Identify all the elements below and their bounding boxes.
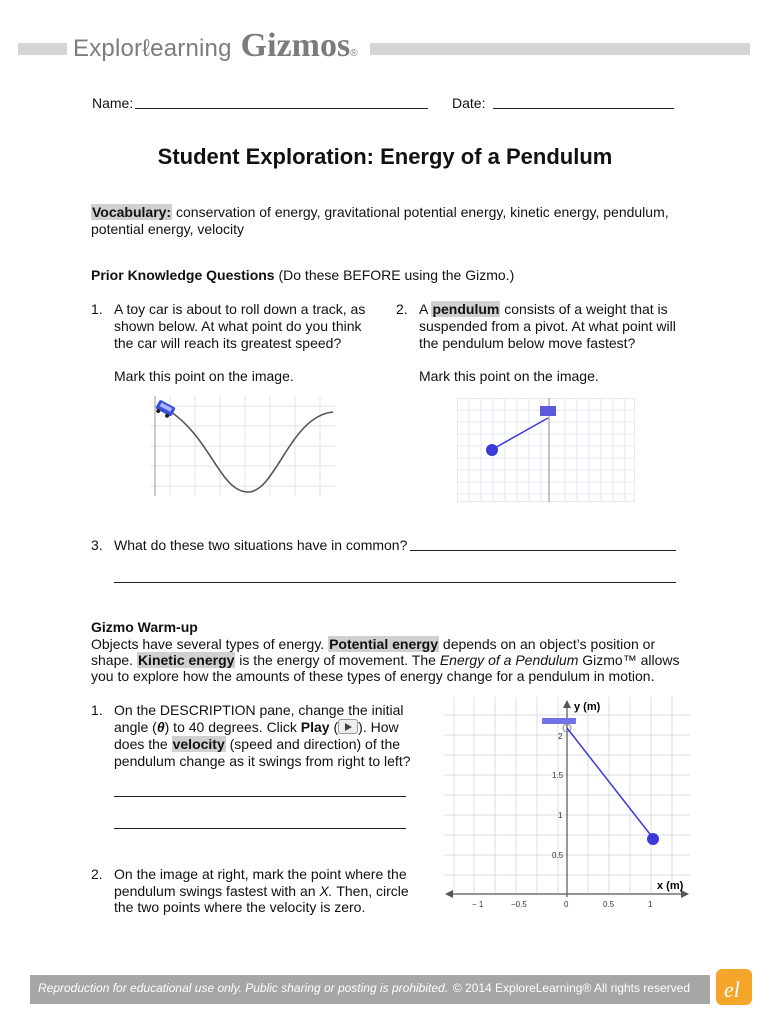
- theta-symbol: θ: [156, 719, 165, 735]
- footer-reproduction-notice: Reproduction for educational use only. Public sharing or posting is prohibited.: [38, 981, 449, 995]
- warmup-heading: Gizmo Warm-up: [91, 619, 198, 635]
- q3-text: What do these two situations have in common?: [114, 537, 408, 553]
- wq1-l2-a: angle (: [114, 719, 157, 735]
- warmup-q1-number: 1.: [91, 702, 103, 718]
- gizmo-name: Energy of a Pendulum: [439, 652, 579, 668]
- q3-answer-line-1[interactable]: [410, 550, 676, 551]
- logo-explorelearning: Explorℓearning: [73, 35, 232, 62]
- graph-pendulum-string: [567, 728, 653, 838]
- q1-mark-instruction: Mark this point on the image.: [114, 368, 294, 384]
- q2-line-1: [419, 301, 668, 318]
- pendulum-image[interactable]: [457, 398, 635, 502]
- track-grid: [150, 396, 335, 496]
- graph-pendulum-bob: [647, 833, 659, 845]
- page-title: Student Exploration: Energy of a Pendulum: [157, 144, 613, 169]
- toy-car-track-image[interactable]: [150, 396, 335, 496]
- warmup-q1-line-2: [114, 719, 399, 736]
- date-field[interactable]: [493, 108, 674, 109]
- header-bar-right: [370, 43, 750, 55]
- track-curve: [168, 410, 333, 492]
- x-tick-0: 0: [564, 900, 569, 909]
- wq1-l3-b: (speed and direction) of the: [225, 736, 401, 752]
- x-tick-0-5: 0.5: [603, 900, 615, 909]
- play-word: Play: [300, 719, 330, 735]
- name-label: Name:: [92, 95, 134, 111]
- explorelearning-gizmos-logo: [67, 27, 364, 67]
- warmup-q2-line-3: the two points where the velocity is zero.: [114, 899, 366, 915]
- q2-text-a: A: [419, 301, 432, 317]
- vocabulary-line-1: [91, 204, 669, 221]
- y-axis-label: y (m): [574, 701, 601, 713]
- warmup-q2-number: 2.: [91, 866, 103, 882]
- explorelearning-badge-logo: [710, 963, 758, 1011]
- date-label: Date:: [452, 95, 486, 111]
- warmup-q1-line-3: [114, 736, 400, 753]
- warmup-l2-c: Gizmo™ allows: [578, 652, 680, 668]
- wq1-l2-d: ). How: [358, 719, 399, 735]
- pendulum-bob: [486, 444, 498, 456]
- q2-line-2: suspended from a pivot. At what point will: [419, 318, 676, 334]
- warmup-l2-b: is the energy of movement. The: [235, 652, 440, 668]
- play-button-icon[interactable]: [338, 719, 358, 734]
- q2-line-3: the pendulum below move fastest?: [419, 335, 636, 351]
- warmup-l1-a: Objects have several types of energy.: [91, 636, 329, 652]
- term-potential-energy: Potential energy: [329, 636, 439, 652]
- x-tick-neg1: − 1: [472, 900, 484, 909]
- pendulum-pivot: [540, 406, 556, 416]
- warmup-q1-answer-line-2[interactable]: [114, 828, 406, 829]
- q2-mark-instruction: Mark this point on the image.: [419, 368, 599, 384]
- prior-knowledge-heading: [91, 267, 514, 284]
- logo-registered: ®: [350, 48, 358, 59]
- x-axis-label: x (m): [657, 880, 684, 892]
- prior-heading-text: Prior Knowledge Questions: [91, 267, 275, 283]
- warmup-line-2: [91, 652, 680, 669]
- q2-term-pendulum: pendulum: [432, 301, 500, 317]
- warmup-q1-line-1: On the DESCRIPTION pane, change the initial: [114, 702, 404, 718]
- y-tick-1-5: 1.5: [552, 771, 564, 780]
- vocabulary-terms: conservation of energy, gravitational potential energy, kinetic energy, pendulum,: [172, 204, 669, 220]
- wq2-l2-a: pendulum swings fastest with an: [114, 883, 320, 899]
- x-tick-neg0-5: −0.5: [511, 900, 527, 909]
- vocabulary-line-2: potential energy, velocity: [91, 221, 245, 237]
- svg-text:el: el: [724, 977, 740, 1002]
- wq1-l2-b: ) to 40 degrees. Click: [164, 719, 301, 735]
- q1-line-2: shown below. At what point do you think: [114, 318, 362, 334]
- term-velocity: velocity: [172, 736, 225, 752]
- x-axis-arrow-left: [445, 890, 453, 898]
- q1-line-1: A toy car is about to roll down a track, as: [114, 301, 366, 317]
- y-axis-arrow: [563, 700, 571, 708]
- warmup-q1-answer-line-1[interactable]: [114, 796, 406, 797]
- q3-number: 3.: [91, 537, 103, 553]
- logo-gizmos: Gizmos: [240, 27, 351, 64]
- q3-answer-line-2[interactable]: [114, 582, 676, 583]
- warmup-q2-line-2: [114, 883, 409, 900]
- x-tick-1: 1: [648, 900, 653, 909]
- warmup-line-1: [91, 636, 655, 653]
- q1-line-3: the car will reach its greatest speed?: [114, 335, 342, 351]
- wq2-x: X.: [319, 883, 333, 899]
- vocabulary-label: Vocabulary:: [92, 204, 172, 220]
- footer-bar: [30, 975, 742, 1004]
- warmup-q1-line-4: pendulum change as it swings from right to left?: [114, 753, 411, 769]
- warmup-l1-b: depends on an object’s position or: [439, 636, 656, 652]
- y-tick-1: 1: [558, 811, 563, 820]
- warmup-line-3: you to explore how the amounts of these types of energy change for a pendulum in motion.: [91, 668, 655, 684]
- warmup-l2-a: shape.: [91, 652, 137, 668]
- y-tick-0-5: 0.5: [552, 851, 564, 860]
- wq1-l2-c: (: [329, 719, 339, 735]
- q2-text-b: consists of a weight that is: [500, 301, 668, 317]
- term-kinetic-energy: Kinetic energy: [137, 652, 235, 668]
- q1-number: 1.: [91, 301, 103, 317]
- toy-car-icon: [154, 399, 176, 419]
- wq2-l2-b: Then, circle: [332, 883, 409, 899]
- prior-heading-note: (Do these BEFORE using the Gizmo.): [274, 267, 515, 283]
- pendulum-coordinate-graph[interactable]: [444, 697, 690, 917]
- y-tick-2: 2: [558, 732, 563, 741]
- footer-copyright: © 2014 ExploreLearning® All rights reserved: [452, 981, 690, 995]
- header-bar-left: [18, 43, 68, 55]
- name-field[interactable]: [135, 108, 428, 109]
- wq1-l3-a: does the: [114, 736, 172, 752]
- graph-pivot: [542, 718, 576, 724]
- q2-number: 2.: [396, 301, 408, 317]
- warmup-q2-line-1: On the image at right, mark the point where the: [114, 866, 407, 882]
